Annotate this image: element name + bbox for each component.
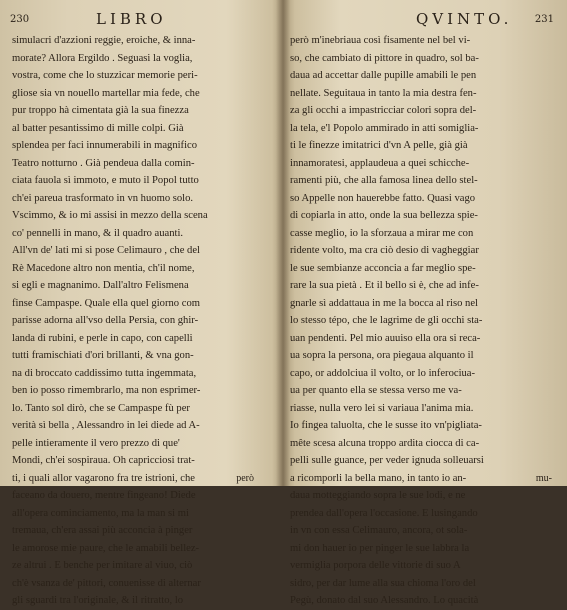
text-line: ciata fauola sì immoto, e muto il Popol tutto — [12, 175, 199, 186]
text-line: di copiarla in atto, onde la sua bellezza spie- — [290, 210, 478, 221]
text-line: pur troppo hà cimentata già la sua finezza — [12, 105, 189, 116]
text-line: casse meglio, io la sforzaua a mirar me con — [290, 227, 474, 239]
text-line: All'vn de' lati mi si pose Celimauro , che del — [12, 245, 200, 256]
text-line: le sue sembianze acconcia a far meglio spe- — [290, 262, 476, 274]
text-line: ridente volto, ma cra ciò desio di vagheggiar — [290, 245, 479, 256]
text-line: però m'inebriaua così fisamente nel bel vi- — [290, 35, 471, 46]
text-line: na di broccato caddissimo tutta ingemmata, — [12, 367, 197, 379]
text-line: ua sopra la persona, ora piegaua alquanto il — [290, 350, 474, 361]
left-page-text — [6, 32, 278, 610]
text-line: ch'è vsanza de' pittori, conuenisse di alternar — [12, 577, 201, 589]
text-line: vostra, come che lo stuzzicar memorie peri- — [12, 70, 198, 81]
text-line: al batter pesantissimo di mille colpi. Già — [12, 122, 184, 134]
text-line: ben io posso rimembrarlo, ma non esprimer- — [12, 385, 201, 396]
text-line: verità sì bella , Alessandro in lei diede ad A- — [12, 420, 200, 431]
left-page-title: LIBRO — [96, 10, 167, 28]
text-line: mête scesa alcuna troppo ardita ciocca di ca- — [290, 437, 480, 449]
text-line: daua ad accettar dalle pupille amabili le pen — [290, 70, 477, 81]
left-page-number: 230 — [10, 14, 30, 25]
text-line: daua motteggiando sopra le sue lodi, e ne — [290, 490, 466, 501]
text-line: parisse adorna all'vso della Persia, con ghir- — [12, 315, 199, 326]
text-line: ti, i quali allor vagarono fra tre istrioni, che — [12, 472, 195, 484]
text-line: si egli e magnanimo. Dall'altro Felismena — [12, 280, 189, 291]
text-line: a ricomporli la bella mano, in tanto io an- — [290, 472, 467, 484]
text-line: co' pennelli in mano, & il quadro auanti. — [12, 227, 184, 239]
text-line: Teatro notturno . Già pendeua dalla comin- — [12, 157, 195, 169]
text-line: prendea dall'opera l'occasione. E lusingando — [290, 507, 478, 519]
text-line: all'opera cominciamento, ma la man si mi — [12, 507, 189, 519]
left-page-header — [6, 10, 278, 32]
text-line: tremaua, ch'era assai più acconcia à pinger — [12, 525, 193, 536]
text-line: za gli occhi a impastricciar colori sopra del- — [290, 105, 477, 116]
text-line: sidro, per dar lume alla sua chioma l'oro del — [290, 577, 476, 589]
text-line: innamoratesi, applaudeua a quei schicche- — [290, 157, 470, 169]
text-line: le amorose mie paure, che le amabili bellez- — [12, 542, 200, 554]
text-line: riasse, nulla vero lei si variaua l'anima mia. — [290, 402, 474, 414]
text-line: tutti framischiati d'ori brillanti, & vna gon- — [12, 350, 194, 361]
text-line: finse Campaspe. Quale ella quel giorno com — [12, 297, 200, 309]
text-line: so, che cambiato di pittore in quadro, sol ba- — [290, 52, 479, 64]
text-line: Rè Macedone altro non mentia, ch'il nome, — [12, 262, 195, 274]
text-line: ze altrui . E benche per imitare al viuo, ciò — [12, 560, 193, 571]
text-line: gliose sia vn nouello martellar mia fede, che — [12, 87, 200, 99]
text-line: ch'ei pareua trasformato in vn huomo solo. — [12, 192, 194, 204]
text-line: ramenti più, che alla famosa linea dello stel- — [290, 175, 478, 186]
left-page — [6, 0, 278, 606]
text-line: in vn con essa Celimauro, ancora, ot sola- — [290, 525, 468, 536]
text-line: ti le finezze imitatrici d'vn A pelle, già già — [290, 140, 468, 151]
text-line: Vscimmo, & io mi assisi in mezzo della scena — [12, 210, 208, 221]
text-line: Mondi, ch'ei sospiraua. Oh capricciosi trat- — [12, 455, 195, 466]
text-line: gli sguardi tra l'originale, & il ritratto, lo — [12, 595, 184, 606]
text-line: lo stesso tépo, che le lagrime de gli occhi sta- — [290, 315, 483, 326]
text-line: splendea per faci innumerabili in magnifico — [12, 140, 198, 151]
right-page — [286, 0, 562, 606]
text-line: pelle intieramente il vero prezzo di que' — [12, 437, 180, 449]
text-line: la tela, e'l Popolo ammirado in atti somiglia- — [290, 122, 479, 134]
text-line: rare la sua pietà . Et il bello sì è, che ad infe- — [290, 280, 479, 291]
text-line: morate? Allora Ergildo . Seguasi la voglia, — [12, 52, 193, 64]
text-line: so Appelle non hauerebbe fatto. Quasi vago — [290, 192, 476, 204]
right-page-catchword: mu- — [535, 473, 552, 484]
text-line: Io fingea taluolta, che le susse ito vn'pigliata- — [290, 420, 482, 431]
text-line: landa di rubini, e perle in capo, con capelli — [12, 332, 193, 344]
text-line: vermiglia porpora delle vittorie di suo A — [290, 560, 461, 571]
text-line: gnarle sì addattaua in me la bocca al riso nel — [290, 297, 478, 309]
text-line: pelli sulle guance, per veder ignuda solleuarsi — [290, 455, 484, 466]
text-line: ua per quanto ella se stessa verso me va- — [290, 385, 462, 396]
right-page-header — [286, 10, 562, 32]
text-line: Pegù, donato dal suo Alessandro. Lo quacità — [290, 595, 479, 606]
right-page-number: 231 — [534, 14, 554, 25]
text-line: simulacri d'azzioni reggie, eroiche, & inna- — [12, 35, 196, 46]
text-line: uan pendenti. Pel mio auuiso ella ora si reca- — [290, 332, 481, 344]
right-page-title: QVINTO. — [416, 10, 513, 28]
text-line: lo. Tanto sol dirò, che se Campaspe fù per — [12, 402, 190, 414]
right-page-text — [286, 32, 562, 610]
text-line: faceano da douero, mentre fingeano! Diede — [12, 490, 196, 501]
text-line: capo, or addolciua il volto, or lo inferociua- — [290, 367, 476, 379]
left-page-catchword: però — [236, 473, 254, 484]
text-line: mi don hauer io per pinger le sue labbra la — [290, 542, 470, 554]
text-line: nellate. Seguitaua in tanto la mia destra fen- — [290, 87, 477, 99]
